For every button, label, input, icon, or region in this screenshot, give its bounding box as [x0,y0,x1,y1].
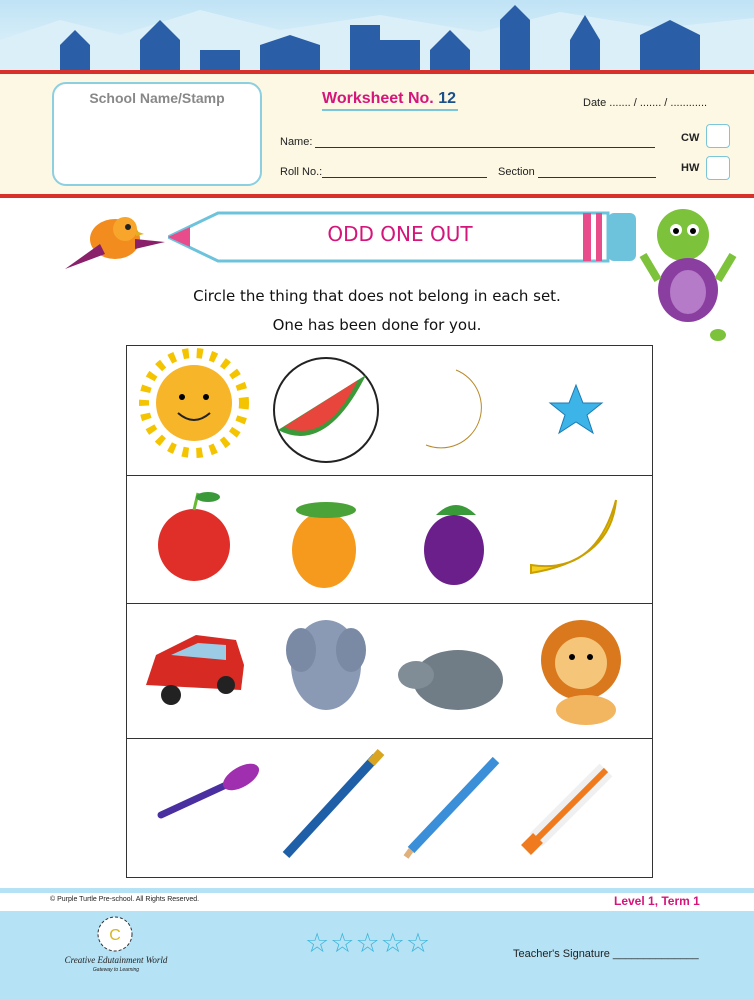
rating-stars[interactable] [305,928,431,959]
skyline-illustration [0,0,754,72]
brinjal-image[interactable] [424,505,484,585]
instruction-line-2: One has been done for you. [272,316,482,334]
logo-icon [95,914,135,954]
elephant-image[interactable] [286,620,366,710]
pencil-image[interactable] [406,760,496,857]
logo-tagline: Gateway to Learning [92,967,140,973]
stamp-label: School Name/Stamp [89,90,225,106]
skyline-banner [0,0,754,72]
svg-text:C: C [109,927,121,944]
hw-label: HW [681,162,700,174]
spoon-image[interactable] [161,758,263,815]
date-field[interactable]: Date ....... / ....... / ............ [583,97,708,109]
marker-image[interactable] [526,770,606,850]
cw-checkbox[interactable] [706,124,730,148]
school-stamp-box [52,82,262,186]
mango-image[interactable] [292,502,356,588]
worksheet-number-value: 12 [438,90,456,107]
bird-icon [60,204,170,276]
set-illustrations [126,345,653,878]
star-icon[interactable]: ☆ [305,928,331,958]
name-field[interactable] [280,136,655,148]
name-label: Name: [280,136,313,148]
teacher-signature-field[interactable]: Teacher's Signature ______________ [513,948,699,960]
worksheet-title: ODD ONE OUT [327,222,473,246]
star-icon[interactable]: ☆ [355,928,381,958]
hippopotamus-image[interactable] [398,650,503,710]
lion-image[interactable] [541,620,621,725]
copyright-text: © Purple Turtle Pre-school. All Rights Reserved. [50,896,200,903]
pen-image[interactable] [286,752,381,855]
hw-checkbox[interactable] [706,156,730,180]
apple-image[interactable] [158,492,230,581]
car-image[interactable] [146,635,244,705]
roll-field[interactable] [280,166,487,178]
watermelon-image[interactable] [274,358,378,462]
moon-image[interactable] [426,370,481,448]
level-label: Level 1, Term 1 [614,894,700,908]
cw-label: CW [681,132,700,144]
section-field[interactable] [498,166,656,178]
star-icon[interactable]: ☆ [330,928,356,958]
section-label: Section [498,166,535,178]
divider [0,194,754,198]
sun-image[interactable] [144,353,244,453]
star-icon[interactable]: ☆ [405,928,432,958]
star-image[interactable] [550,385,602,433]
worksheet-number [322,90,458,111]
logo-text: Creative Edutainment World [64,955,168,965]
roll-label: Roll No.: [280,166,323,178]
star-icon[interactable]: ☆ [380,928,406,958]
banana-image[interactable] [531,500,616,573]
instruction-line-1: Circle the thing that does not belong in each set. [193,287,561,305]
worksheet-label: Worksheet No. [322,90,434,107]
